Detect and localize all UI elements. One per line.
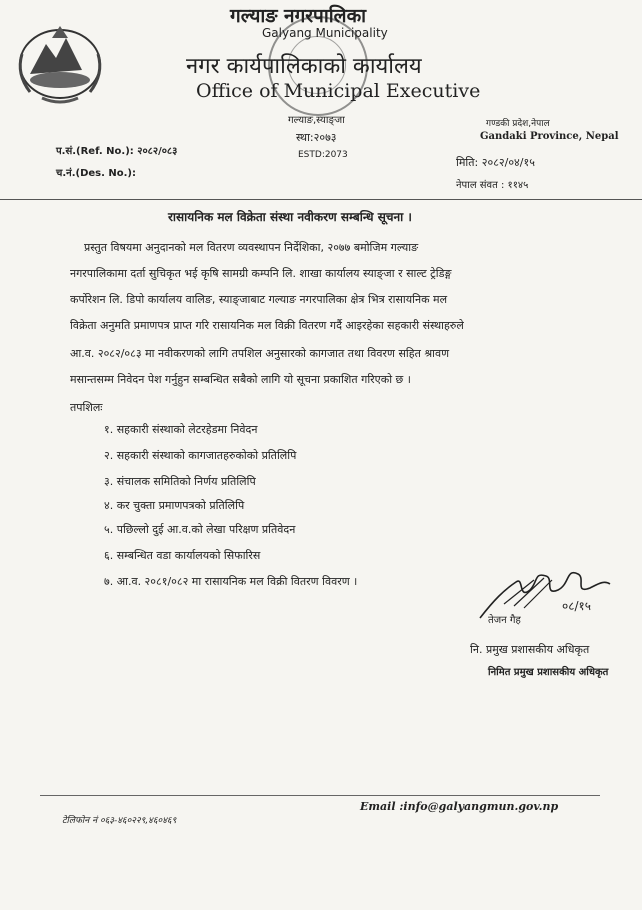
office-name-en: Office of Municipal Executive <box>196 80 481 102</box>
established-np: स्था:२०७३ <box>296 131 337 144</box>
body-line: विक्रेता अनुमति प्रमाणपत्र प्राप्त गरि रासायनिक मल विक्री वितरण गर्दै आइरहेका सहकारी संस्थाहरुले <box>70 319 464 332</box>
municipality-name-np: गल्याङ नगरपालिका <box>230 5 367 27</box>
details-label: तपशिलः <box>70 401 103 414</box>
dispatch-number: च.नं.(Des. No.): <box>56 168 136 179</box>
footer-divider <box>40 795 600 796</box>
established-en: ESTD:2073 <box>298 150 348 160</box>
footer-email: Email :info@galyangmun.gov.np <box>360 800 559 813</box>
list-item: ७. आ.व. २०८१/०८२ मा रासायनिक मल विक्री वितरण विवरण । <box>104 575 358 588</box>
notice-subject: रासायनिक मल विक्रेता संस्था नवीकरण सम्बन्धि सूचना । <box>168 210 412 224</box>
signer-name: तेजन गैह <box>488 615 521 626</box>
address-np: गल्याङ,स्याङ्जा <box>288 115 345 126</box>
designation-stamp: निमित प्रमुख प्रशासकीय अधिकृत <box>488 667 609 678</box>
nepal-emblem-logo <box>12 14 108 106</box>
province-np: गण्डकी प्रदेश,नेपाल <box>486 119 550 129</box>
footer-phone: टेलिफोन नं ०६३-४६०२२९,४६०४६९ <box>62 816 177 826</box>
list-item: ५. पछिल्लो दुई आ.व.को लेखा परिक्षण प्रतिवेदन <box>104 523 296 536</box>
header-divider <box>0 199 642 200</box>
body-line: आ.व. २०८२/०८३ मा नवीकरणको लागि तपशिल अनुसारको कागजात तथा विवरण सहित श्रावण <box>70 347 450 360</box>
body-line: मसान्तसम्म निवेदन पेश गर्नुहुन सम्बन्धित सबैको लागि यो सूचना प्रकाशित गरिएको छ । <box>70 373 411 386</box>
office-name-np: नगर कार्यपालिकाको कार्यालय <box>186 54 422 79</box>
municipality-name-en: Galyang Municipality <box>262 26 388 40</box>
body-line: प्रस्तुत विषयमा अनुदानको मल वितरण व्यवस्थापन निर्देशिका, २०७७ बमोजिम गल्याङ <box>84 241 419 254</box>
nepal-samvat: नेपाल संवत : ११४५ <box>456 180 529 191</box>
list-item: ३. संचालक समितिको निर्णय प्रतिलिपि <box>104 475 256 488</box>
list-item: २. सहकारी संस्थाको कागजातहरुकोको प्रतिलिपि <box>104 449 297 462</box>
list-item: ६. सम्बन्धित वडा कार्यालयको सिफारिस <box>104 549 261 562</box>
province-en: Gandaki Province, Nepal <box>480 131 619 142</box>
list-item: १. सहकारी संस्थाको लेटरहेडमा निवेदन <box>104 423 258 436</box>
svg-text:०८/१५: ०८/१५ <box>562 599 592 613</box>
signer-designation: नि. प्रमुख प्रशासकीय अधिकृत <box>470 643 590 656</box>
body-line: कर्पोरेशन लि. डिपो कार्यालय वालिङ, स्याङ्जाबाट गल्याङ नगरपालिका क्षेत्र भित्र रासायनिक मल <box>70 293 448 306</box>
body-line: नगरपालिकामा दर्ता सुचिकृत भई कृषि सामग्री कम्पनि लि. शाखा कार्यालय स्याङ्जा र साल्ट ट्रेडिङ्ग <box>70 267 452 280</box>
list-item: ४. कर चुक्ता प्रमाणपत्रको प्रतिलिपि <box>104 499 245 512</box>
letter-date: मिति: २०८२/०४/१५ <box>456 156 535 169</box>
reference-number: प.सं.(Ref. No.): २०८२/०८३ <box>56 146 178 157</box>
